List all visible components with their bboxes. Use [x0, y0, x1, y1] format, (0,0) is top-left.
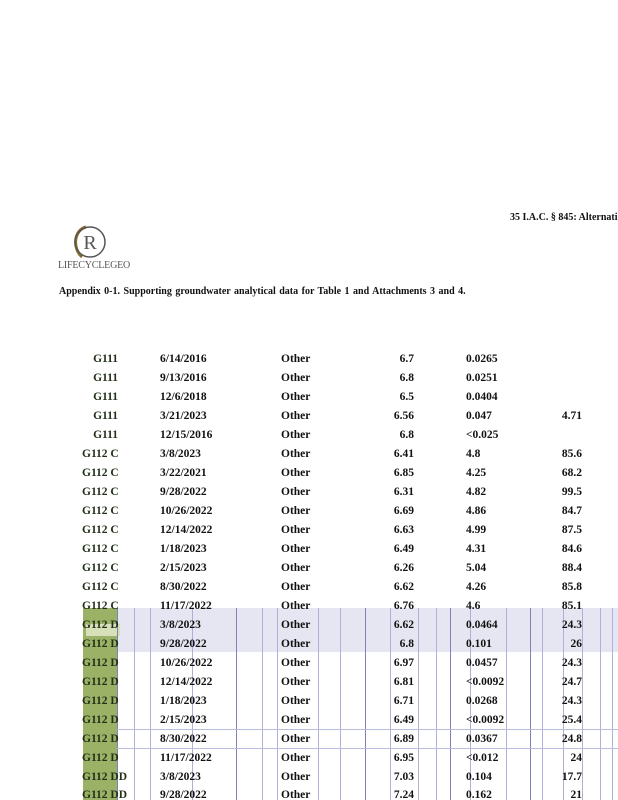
table-row: [0, 350, 618, 369]
date-cell: 1/18/2023: [160, 695, 207, 707]
well-id-cell: G112 C: [82, 448, 119, 460]
date-cell: 3/8/2023: [160, 448, 201, 460]
well-id-cell: G112 DD: [82, 771, 128, 783]
value-cell: 99.5: [561, 486, 582, 498]
well-id-cell: G111: [93, 429, 118, 441]
ph-cell: 6.76: [393, 600, 414, 612]
value-cell: 0.0404: [466, 391, 498, 403]
value-cell: 0.0268: [466, 695, 498, 707]
date-cell: 11/17/2022: [160, 752, 212, 764]
value-cell: 84.6: [561, 543, 582, 555]
date-cell: 12/15/2016: [160, 429, 213, 441]
sample-type-cell: Other: [281, 581, 311, 593]
sample-type-cell: Other: [281, 410, 311, 422]
value-cell: 88.4: [561, 562, 582, 574]
logo-wordmark: LIFECYCLEGEO: [58, 260, 131, 271]
date-cell: 12/14/2022: [160, 676, 213, 688]
date-cell: 1/18/2023: [160, 543, 207, 555]
regulation-reference: 35 I.A.C. § 845: Alternati: [510, 212, 618, 223]
well-id-cell: G112 D: [82, 638, 119, 650]
date-cell: 9/13/2016: [160, 372, 207, 384]
well-id-cell: G111: [93, 391, 118, 403]
date-cell: 8/30/2022: [160, 733, 207, 745]
table-row: [0, 711, 618, 730]
date-cell: 12/14/2022: [160, 524, 213, 536]
well-id-cell: G111: [93, 410, 118, 422]
well-id-cell: G112 D: [82, 714, 119, 726]
sample-type-cell: Other: [281, 524, 311, 536]
well-id-cell: G112 C: [82, 486, 119, 498]
value-cell: 26: [570, 638, 582, 650]
sample-type-cell: Other: [281, 372, 311, 384]
table-row: [0, 369, 618, 388]
value-cell: 0.101: [466, 638, 492, 650]
date-cell: 12/6/2018: [160, 391, 207, 403]
ph-cell: 6.56: [393, 410, 414, 422]
value-cell: 85.8: [561, 581, 582, 593]
table-row: [0, 407, 618, 426]
ph-cell: 6.31: [393, 486, 414, 498]
value-cell: 0.0251: [466, 372, 498, 384]
sample-type-cell: Other: [281, 695, 311, 707]
value-cell: 85.1: [561, 600, 582, 612]
ph-cell: 6.8: [399, 638, 414, 650]
value-cell: <0.012: [466, 752, 499, 764]
well-id-cell: G112 C: [82, 505, 119, 517]
value-cell: 17.7: [561, 771, 582, 783]
table-row: [0, 502, 618, 521]
well-id-cell: G112 C: [82, 543, 119, 555]
value-cell: 4.26: [466, 581, 487, 593]
date-cell: 8/30/2022: [160, 581, 207, 593]
value-cell: 24.7: [561, 676, 582, 688]
ph-cell: 6.49: [393, 714, 414, 726]
ph-cell: 6.95: [393, 752, 414, 764]
date-cell: 9/28/2022: [160, 638, 207, 650]
sample-type-cell: Other: [281, 467, 311, 479]
value-cell: 4.6: [466, 600, 481, 612]
ph-cell: 6.49: [393, 543, 414, 555]
ph-cell: 6.7: [399, 353, 414, 365]
value-cell: 4.82: [466, 486, 487, 498]
table-row: [0, 445, 618, 464]
value-cell: 24.3: [561, 619, 582, 631]
table-row: [0, 578, 618, 597]
ph-cell: 6.69: [393, 505, 414, 517]
well-id-cell: G112 D: [82, 676, 119, 688]
well-id-cell: G112 C: [82, 524, 119, 536]
date-cell: 9/28/2022: [160, 486, 207, 498]
well-id-cell: G112 D: [82, 695, 119, 707]
ph-cell: 6.26: [393, 562, 414, 574]
well-id-cell: G112 D: [82, 657, 119, 669]
value-cell: 0.0457: [466, 657, 498, 669]
table-row: [0, 786, 618, 800]
value-cell: 4.25: [466, 467, 487, 479]
logo-emblem-icon: [68, 224, 108, 264]
ph-cell: 6.62: [393, 581, 414, 593]
sample-type-cell: Other: [281, 448, 311, 460]
sample-type-cell: Other: [281, 486, 311, 498]
ph-cell: 7.03: [393, 771, 414, 783]
value-cell: 24.3: [561, 657, 582, 669]
sample-type-cell: Other: [281, 714, 311, 726]
sample-type-cell: Other: [281, 638, 311, 650]
sample-type-cell: Other: [281, 562, 311, 574]
table-row: [0, 464, 618, 483]
date-cell: 11/17/2022: [160, 600, 212, 612]
well-id-cell: G112 D: [82, 733, 119, 745]
table-row: [0, 635, 618, 654]
value-cell: 21: [570, 789, 582, 800]
value-cell: 0.0367: [466, 733, 498, 745]
sample-type-cell: Other: [281, 619, 311, 631]
ph-cell: 6.41: [393, 448, 414, 460]
well-id-cell: G112 D: [82, 752, 119, 764]
sample-type-cell: Other: [281, 733, 311, 745]
table-row: [0, 483, 618, 502]
ph-cell: 6.8: [399, 372, 414, 384]
sample-type-cell: Other: [281, 676, 311, 688]
well-id-cell: G112 C: [82, 467, 119, 479]
well-id-cell: G112 DD: [82, 789, 128, 800]
sample-type-cell: Other: [281, 353, 311, 365]
svg-text:R: R: [83, 232, 97, 254]
table-row: [0, 749, 618, 768]
ph-cell: 7.24: [393, 789, 414, 800]
sample-type-cell: Other: [281, 505, 311, 517]
table-row: [0, 559, 618, 578]
date-cell: 3/8/2023: [160, 619, 201, 631]
table-row: [0, 673, 618, 692]
well-id-cell: G111: [93, 372, 118, 384]
value-cell: 87.5: [561, 524, 582, 536]
value-cell: 24: [570, 752, 582, 764]
table-row: [0, 768, 618, 787]
date-cell: 9/28/2022: [160, 789, 207, 800]
ph-cell: 6.8: [399, 429, 414, 441]
date-cell: 3/21/2023: [160, 410, 207, 422]
date-cell: 3/22/2021: [160, 467, 207, 479]
value-cell: <0.025: [466, 429, 499, 441]
well-id-cell: G112 C: [82, 600, 119, 612]
value-cell: 5.04: [466, 562, 487, 574]
ph-cell: 6.85: [393, 467, 414, 479]
ph-cell: 6.5: [399, 391, 414, 403]
table-row: [0, 426, 618, 445]
value-cell: <0.0092: [466, 714, 505, 726]
table-row: [0, 730, 618, 749]
company-logo: [58, 224, 138, 276]
date-cell: 10/26/2022: [160, 657, 213, 669]
value-cell: 4.86: [466, 505, 487, 517]
sample-type-cell: Other: [281, 543, 311, 555]
date-cell: 3/8/2023: [160, 771, 201, 783]
table-row: [0, 616, 618, 635]
ph-cell: 6.89: [393, 733, 414, 745]
date-cell: 10/26/2022: [160, 505, 213, 517]
date-cell: 2/15/2023: [160, 714, 207, 726]
value-cell: 4.99: [466, 524, 487, 536]
sample-type-cell: Other: [281, 789, 311, 800]
value-cell: 68.2: [561, 467, 582, 479]
sample-type-cell: Other: [281, 429, 311, 441]
ph-cell: 6.97: [393, 657, 414, 669]
sample-type-cell: Other: [281, 600, 311, 612]
ph-cell: 6.62: [393, 619, 414, 631]
value-cell: 4.31: [466, 543, 487, 555]
value-cell: 84.7: [561, 505, 582, 517]
value-cell: 0.0464: [466, 619, 498, 631]
table-caption: Appendix 0-1. Supporting groundwater analytical data for Table 1 and Attachments 3 and 4.: [59, 286, 466, 297]
date-cell: 6/14/2016: [160, 353, 207, 365]
sample-type-cell: Other: [281, 391, 311, 403]
ph-cell: 6.63: [393, 524, 414, 536]
table-row: [0, 521, 618, 540]
value-cell: 0.047: [466, 410, 492, 422]
table-row: [0, 388, 618, 407]
ph-cell: 6.71: [393, 695, 414, 707]
well-id-cell: G111: [93, 353, 118, 365]
value-cell: 0.104: [466, 771, 492, 783]
table-row: [0, 692, 618, 711]
value-cell: 4.8: [466, 448, 481, 460]
sample-type-cell: Other: [281, 771, 311, 783]
value-cell: <0.0092: [466, 676, 505, 688]
value-cell: 25.4: [561, 714, 582, 726]
table-row: [0, 597, 618, 616]
value-cell: 0.162: [466, 789, 492, 800]
table-row: [0, 654, 618, 673]
value-cell: 4.71: [561, 410, 582, 422]
ph-cell: 6.81: [393, 676, 414, 688]
value-cell: 24.3: [561, 695, 582, 707]
sample-type-cell: Other: [281, 657, 311, 669]
well-id-cell: G112 C: [82, 562, 119, 574]
date-cell: 2/15/2023: [160, 562, 207, 574]
value-cell: 24.8: [561, 733, 582, 745]
well-id-cell: G112 C: [82, 581, 119, 593]
value-cell: 0.0265: [466, 353, 498, 365]
sample-type-cell: Other: [281, 752, 311, 764]
well-id-cell: G112 D: [82, 619, 119, 631]
table-row: [0, 540, 618, 559]
value-cell: 85.6: [561, 448, 582, 460]
